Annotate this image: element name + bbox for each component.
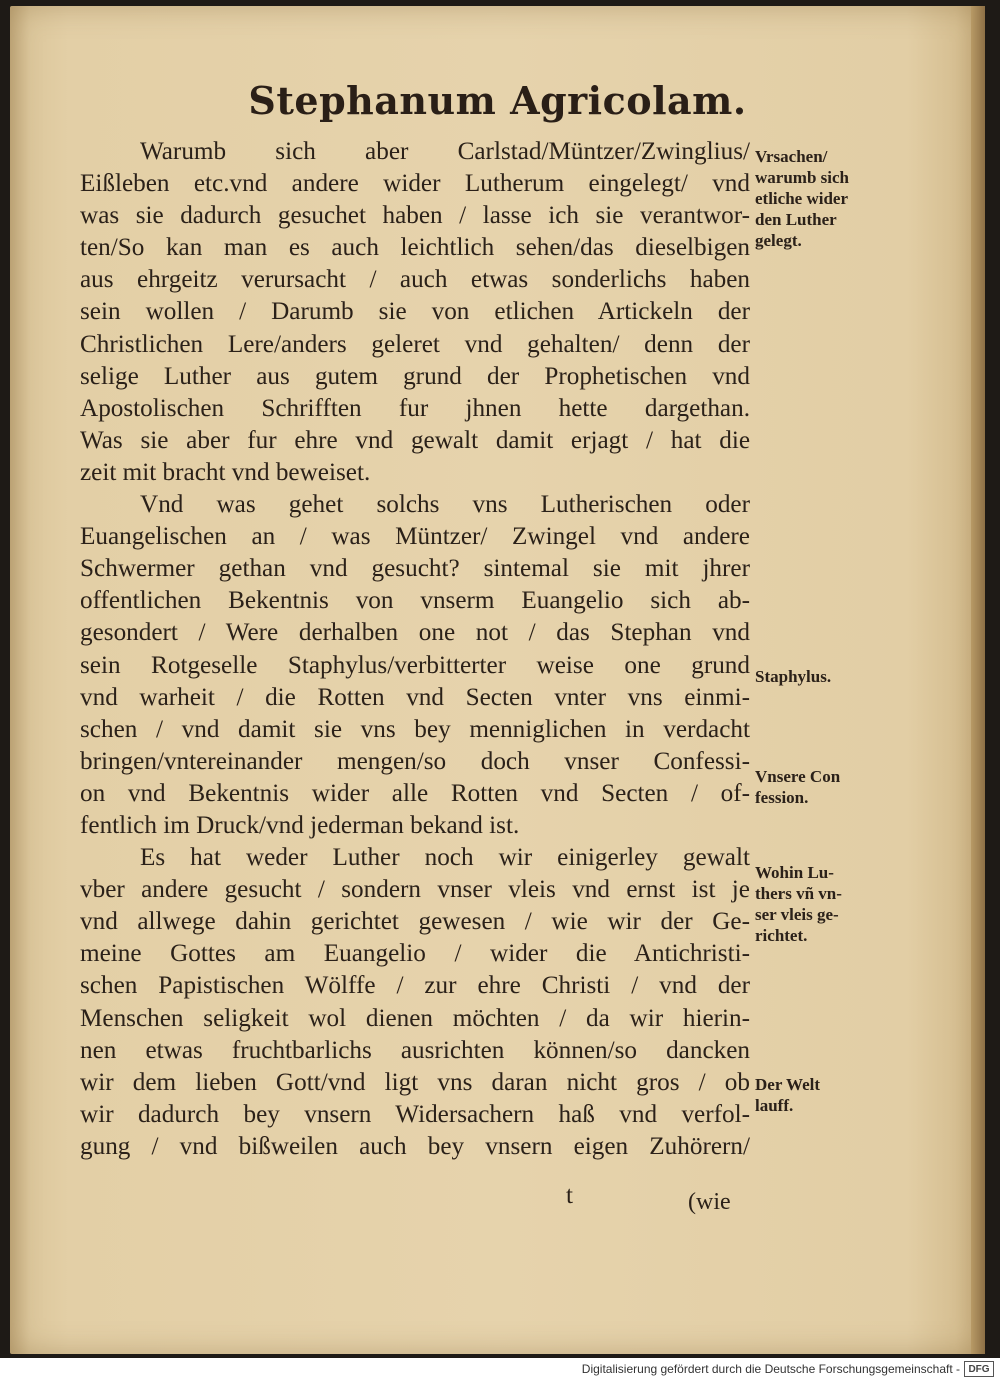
book-page xyxy=(10,6,985,1354)
margin-note-staphylus: Staphylus. xyxy=(755,667,832,686)
text-line: Es hat weder Luther noch wir einigerley gewalt xyxy=(140,844,750,872)
text-line: Was sie aber fur ehre vnd gewalt damit erjagt / hat die xyxy=(80,426,750,454)
text-line: offentlichen Bekentnis von vnserm Euangelio sich ab- xyxy=(80,587,750,615)
text-line: Menschen seligkeit wol dienen möchten / da wir hierin- xyxy=(80,1004,750,1032)
text-line: Warumb sich aber Carlstad/Müntzer/Zwinglius/ xyxy=(140,138,750,165)
text-line: on vnd Bekentnis wider alle Rotten vnd Secten / of- xyxy=(80,779,750,807)
text-line: fentlich im Druck/vnd jederman bekand ist. xyxy=(80,811,520,839)
signature-mark: t xyxy=(566,1182,573,1209)
margin-note-welt-lauff: Der Welt lauff. xyxy=(755,1075,820,1115)
text-line: vnd allwege dahin gerichtet gewesen / wie wir der Ge- xyxy=(80,908,750,936)
text-line: Schwermer gethan vnd gesucht? sintemal sie mit jhrer xyxy=(80,555,750,583)
footer-bar xyxy=(0,1358,1000,1382)
text-line: ten/So kan man es auch leichtlich sehen/das dieselbigen xyxy=(80,234,750,262)
footer-credit: Digitalisierung gefördert durch die Deutsche Forschungsgemeinschaft - xyxy=(581,1362,960,1376)
text-line: wir dem lieben Gott/vnd ligt vns daran nicht gros / ob xyxy=(80,1068,750,1096)
text-line: gesondert / Were derhalben one not / das Stephan vnd xyxy=(80,619,750,647)
margin-note-vleis: Wohin Lu- thers vñ vn- ser vleis ge- richtet. xyxy=(755,863,842,945)
text-line: schen Papistischen Wölffe / zur ehre Christi / vnd der xyxy=(80,972,750,1000)
text-line: wir dadurch bey vnsern Widersachern haß vnd verfol- xyxy=(80,1100,750,1128)
text-line: meine Gottes am Euangelio / wider die Antichristi- xyxy=(80,940,750,968)
text-line: Apostolischen Schrifften fur jhnen hette dargethan. xyxy=(80,394,750,422)
catchword: (wie xyxy=(688,1189,731,1215)
text-line: Eißleben etc.vnd andere wider Lutherum eingelegt/ vnd xyxy=(80,170,750,198)
text-line: was sie dadurch gesuchet haben / lasse ich sie verantwor- xyxy=(80,202,750,230)
text-line: Euangelischen an / was Müntzer/ Zwingel vnd andere xyxy=(80,523,750,551)
margin-note-confession: Vnsere Con fession. xyxy=(755,767,841,807)
text-line: bringen/vntereinander mengen/so doch vnser Confessi- xyxy=(80,747,750,775)
body-text xyxy=(80,136,750,1163)
text-line: vber andere gesucht / sondern vnser vleis vnd ernst ist je xyxy=(80,876,750,904)
text-line: nen etwas fruchtbarlichs ausrichten können/so dancken xyxy=(80,1036,750,1064)
text-line: sein wollen / Darumb sie von etlichen Artickeln der xyxy=(80,298,750,326)
text-line: gung / vnd bißweilen auch bey vnsern eigen Zuhörern/ xyxy=(80,1132,750,1160)
text-line: Vnd was gehet solchs vns Lutherischen oder xyxy=(140,491,750,519)
text-line: Christlichen Lere/anders geleret vnd gehalten/ denn der xyxy=(80,330,750,358)
page-header: Stephanum Agricolam. xyxy=(248,78,747,123)
page-edge xyxy=(971,6,985,1354)
text-line: selige Luther aus gutem grund der Prophetischen vnd xyxy=(80,362,750,390)
text-line: zeit mit bracht vnd beweiset. xyxy=(80,458,371,486)
dfg-logo: DFG xyxy=(964,1361,994,1377)
text-line: vnd warheit / die Rotten vnd Secten vnter vns einmi- xyxy=(80,683,750,711)
text-line: schen / vnd damit sie vns bey menniglichen in verdacht xyxy=(80,715,750,743)
text-line: sein Rotgeselle Staphylus/verbitterter weise one grund xyxy=(80,651,750,679)
margin-note-ursachen: Vrsachen/ warumb sich etliche wider den Luther gelegt. xyxy=(755,147,849,250)
text-line: aus ehrgeitz verursacht / auch etwas sonderlichs haben xyxy=(80,266,750,294)
